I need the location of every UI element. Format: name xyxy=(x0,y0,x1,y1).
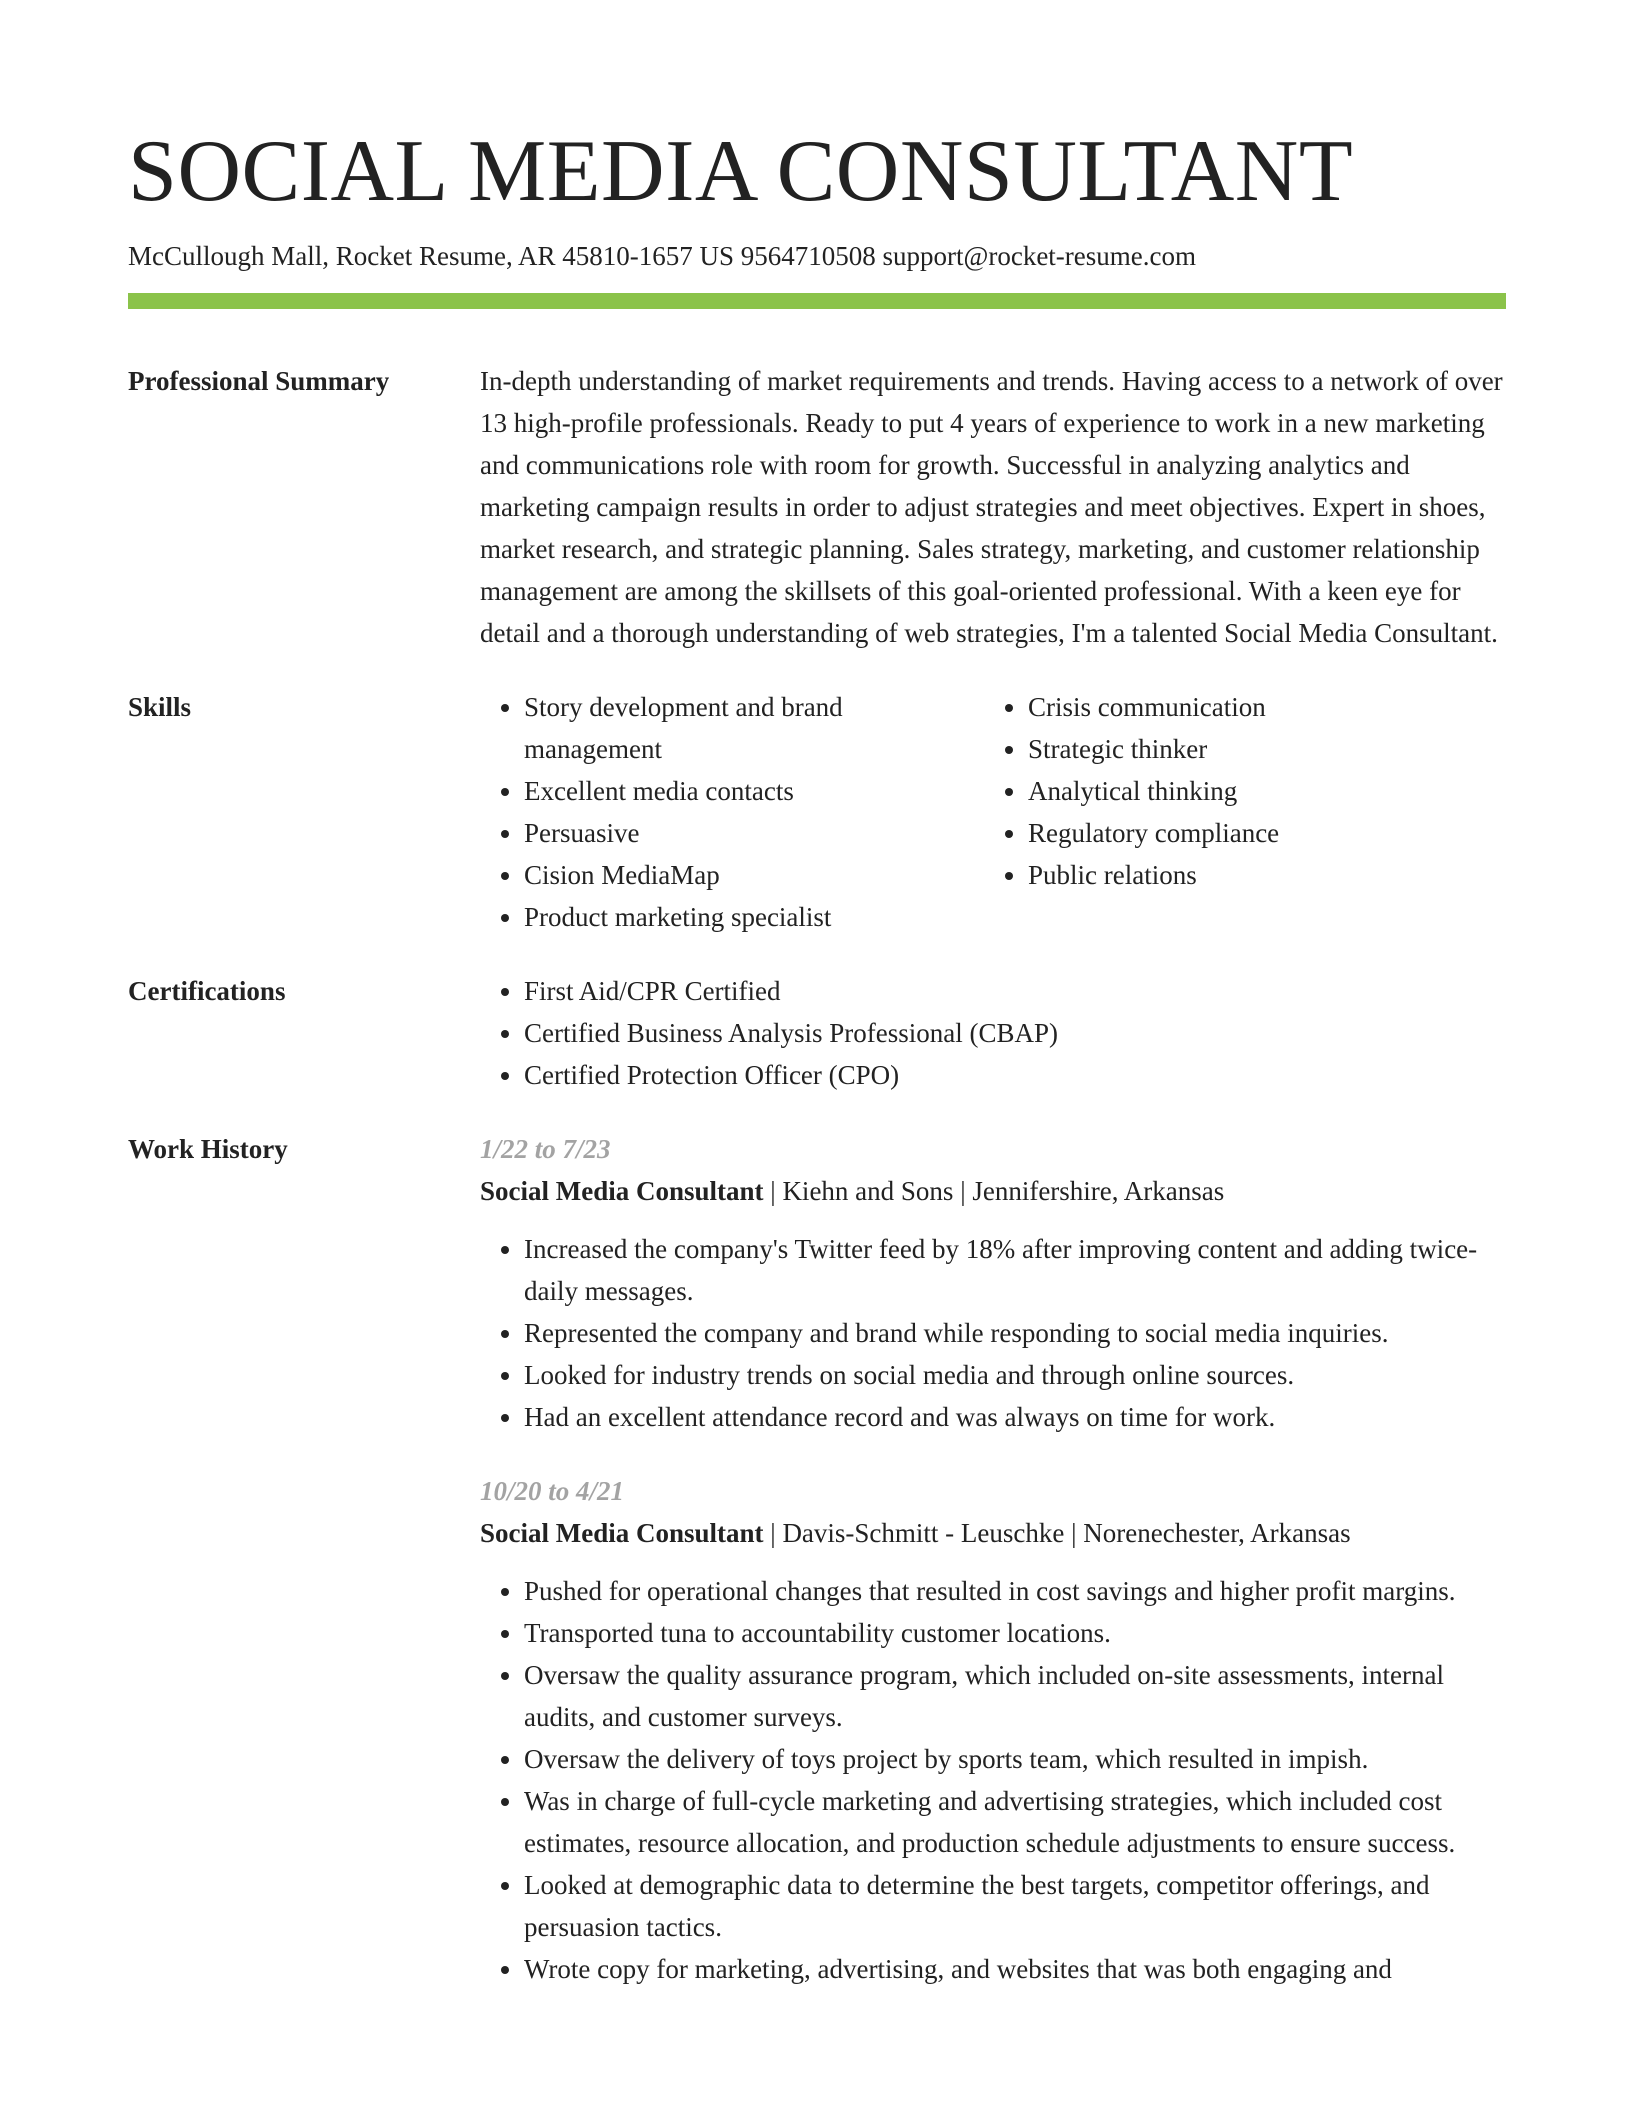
job-location: Norenechester, Arkansas xyxy=(1083,1518,1351,1548)
certification-item: • Certified Protection Officer (CPO) xyxy=(524,1054,1506,1096)
skill-item: • Excellent media contacts xyxy=(524,770,984,812)
job-separator: | xyxy=(960,1176,973,1206)
skills-column-left xyxy=(480,686,984,938)
contact-phone: 9564710508 xyxy=(740,241,876,271)
summary-section xyxy=(128,360,1506,654)
header-divider xyxy=(128,293,1506,309)
skills-section xyxy=(128,686,1506,938)
job-separator: | xyxy=(1071,1518,1084,1548)
skill-item: • Strategic thinker xyxy=(1028,728,1488,770)
skill-item: • Story development and brand management xyxy=(524,686,984,770)
job-entry xyxy=(480,1470,1506,1990)
job-header xyxy=(480,1512,1506,1554)
job-title: Social Media Consultant xyxy=(480,1518,764,1548)
certification-item: • Certified Business Analysis Professional (CBAP) xyxy=(524,1012,1506,1054)
certifications-heading: Certifications xyxy=(128,976,286,1006)
job-bullet: • Oversaw the quality assurance program, which included on-site assessments, internal audits, and customer surveys. xyxy=(524,1654,1506,1738)
resume-title: SOCIAL MEDIA CONSULTANT xyxy=(128,123,1354,220)
job-bullet: • Increased the company's Twitter feed by 18% after improving content and adding twice-daily messages. xyxy=(524,1228,1506,1312)
job-company: Davis-Schmitt - Leuschke xyxy=(782,1518,1065,1548)
resume-page xyxy=(128,0,1506,1990)
job-header xyxy=(480,1170,1506,1212)
skill-item: • Cision MediaMap xyxy=(524,854,984,896)
contact-address: McCullough Mall, Rocket Resume, AR 45810-1657 US xyxy=(128,241,734,271)
job-separator: | xyxy=(770,1518,783,1548)
job-company: Kiehn and Sons xyxy=(782,1176,954,1206)
job-dates: 1/22 to 7/23 xyxy=(480,1134,611,1164)
work-history-section xyxy=(128,1128,1506,1990)
job-bullet: • Was in charge of full-cycle marketing and advertising strategies, which included cost estimates, resource allocation, and production schedule adjustments to ensure success. xyxy=(524,1780,1506,1864)
job-entry xyxy=(480,1128,1506,1438)
summary-text: In-depth understanding of market requirements and trends. Having access to a network of over 13 high-profile professionals. Ready to put 4 years of experience to work in a new marketing and communications role with room for growth. Successful in analyzing analytics and marketing campaign results in order to adjust strategies and meet objectives. Expert in shoes, market research, and strategic planning. Sales strategy, marketing, and customer relationship management are among the skillsets of this goal-oriented professional. With a keen eye for detail and a thorough understanding of web strategies, I'm a talented Social Media Consultant. xyxy=(480,366,1503,648)
skills-heading: Skills xyxy=(128,692,192,722)
job-title: Social Media Consultant xyxy=(480,1176,764,1206)
job-bullet: • Looked for industry trends on social media and through online sources. xyxy=(524,1354,1506,1396)
job-location: Jennifershire, Arkansas xyxy=(972,1176,1225,1206)
job-bullet: • Represented the company and brand while responding to social media inquiries. xyxy=(524,1312,1506,1354)
job-dates: 10/20 to 4/21 xyxy=(480,1476,625,1506)
skill-item: • Crisis communication xyxy=(1028,686,1488,728)
job-bullet: • Wrote copy for marketing, advertising, and websites that was both engaging and xyxy=(524,1948,1506,1990)
contact-line xyxy=(128,238,1506,274)
contact-email: support@rocket-resume.com xyxy=(882,241,1197,271)
job-bullet: • Oversaw the delivery of toys project by sports team, which resulted in impish. xyxy=(524,1738,1506,1780)
skill-item: • Analytical thinking xyxy=(1028,770,1488,812)
job-separator: | xyxy=(770,1176,783,1206)
certifications-section xyxy=(128,970,1506,1096)
certification-item: • First Aid/CPR Certified xyxy=(524,970,1506,1012)
work-history-heading: Work History xyxy=(128,1134,288,1164)
skill-item: • Persuasive xyxy=(524,812,984,854)
skill-item: • Product marketing specialist xyxy=(524,896,984,938)
skill-item: • Regulatory compliance xyxy=(1028,812,1488,854)
summary-heading: Professional Summary xyxy=(128,366,390,396)
job-bullet: • Looked at demographic data to determine the best targets, competitor offerings, and persuasion tactics. xyxy=(524,1864,1506,1948)
job-bullet: • Had an excellent attendance record and was always on time for work. xyxy=(524,1396,1506,1438)
skills-column-right xyxy=(984,686,1488,938)
job-bullet: • Transported tuna to accountability customer locations. xyxy=(524,1612,1506,1654)
skill-item: • Public relations xyxy=(1028,854,1488,896)
job-bullet: • Pushed for operational changes that resulted in cost savings and higher profit margins. xyxy=(524,1570,1506,1612)
